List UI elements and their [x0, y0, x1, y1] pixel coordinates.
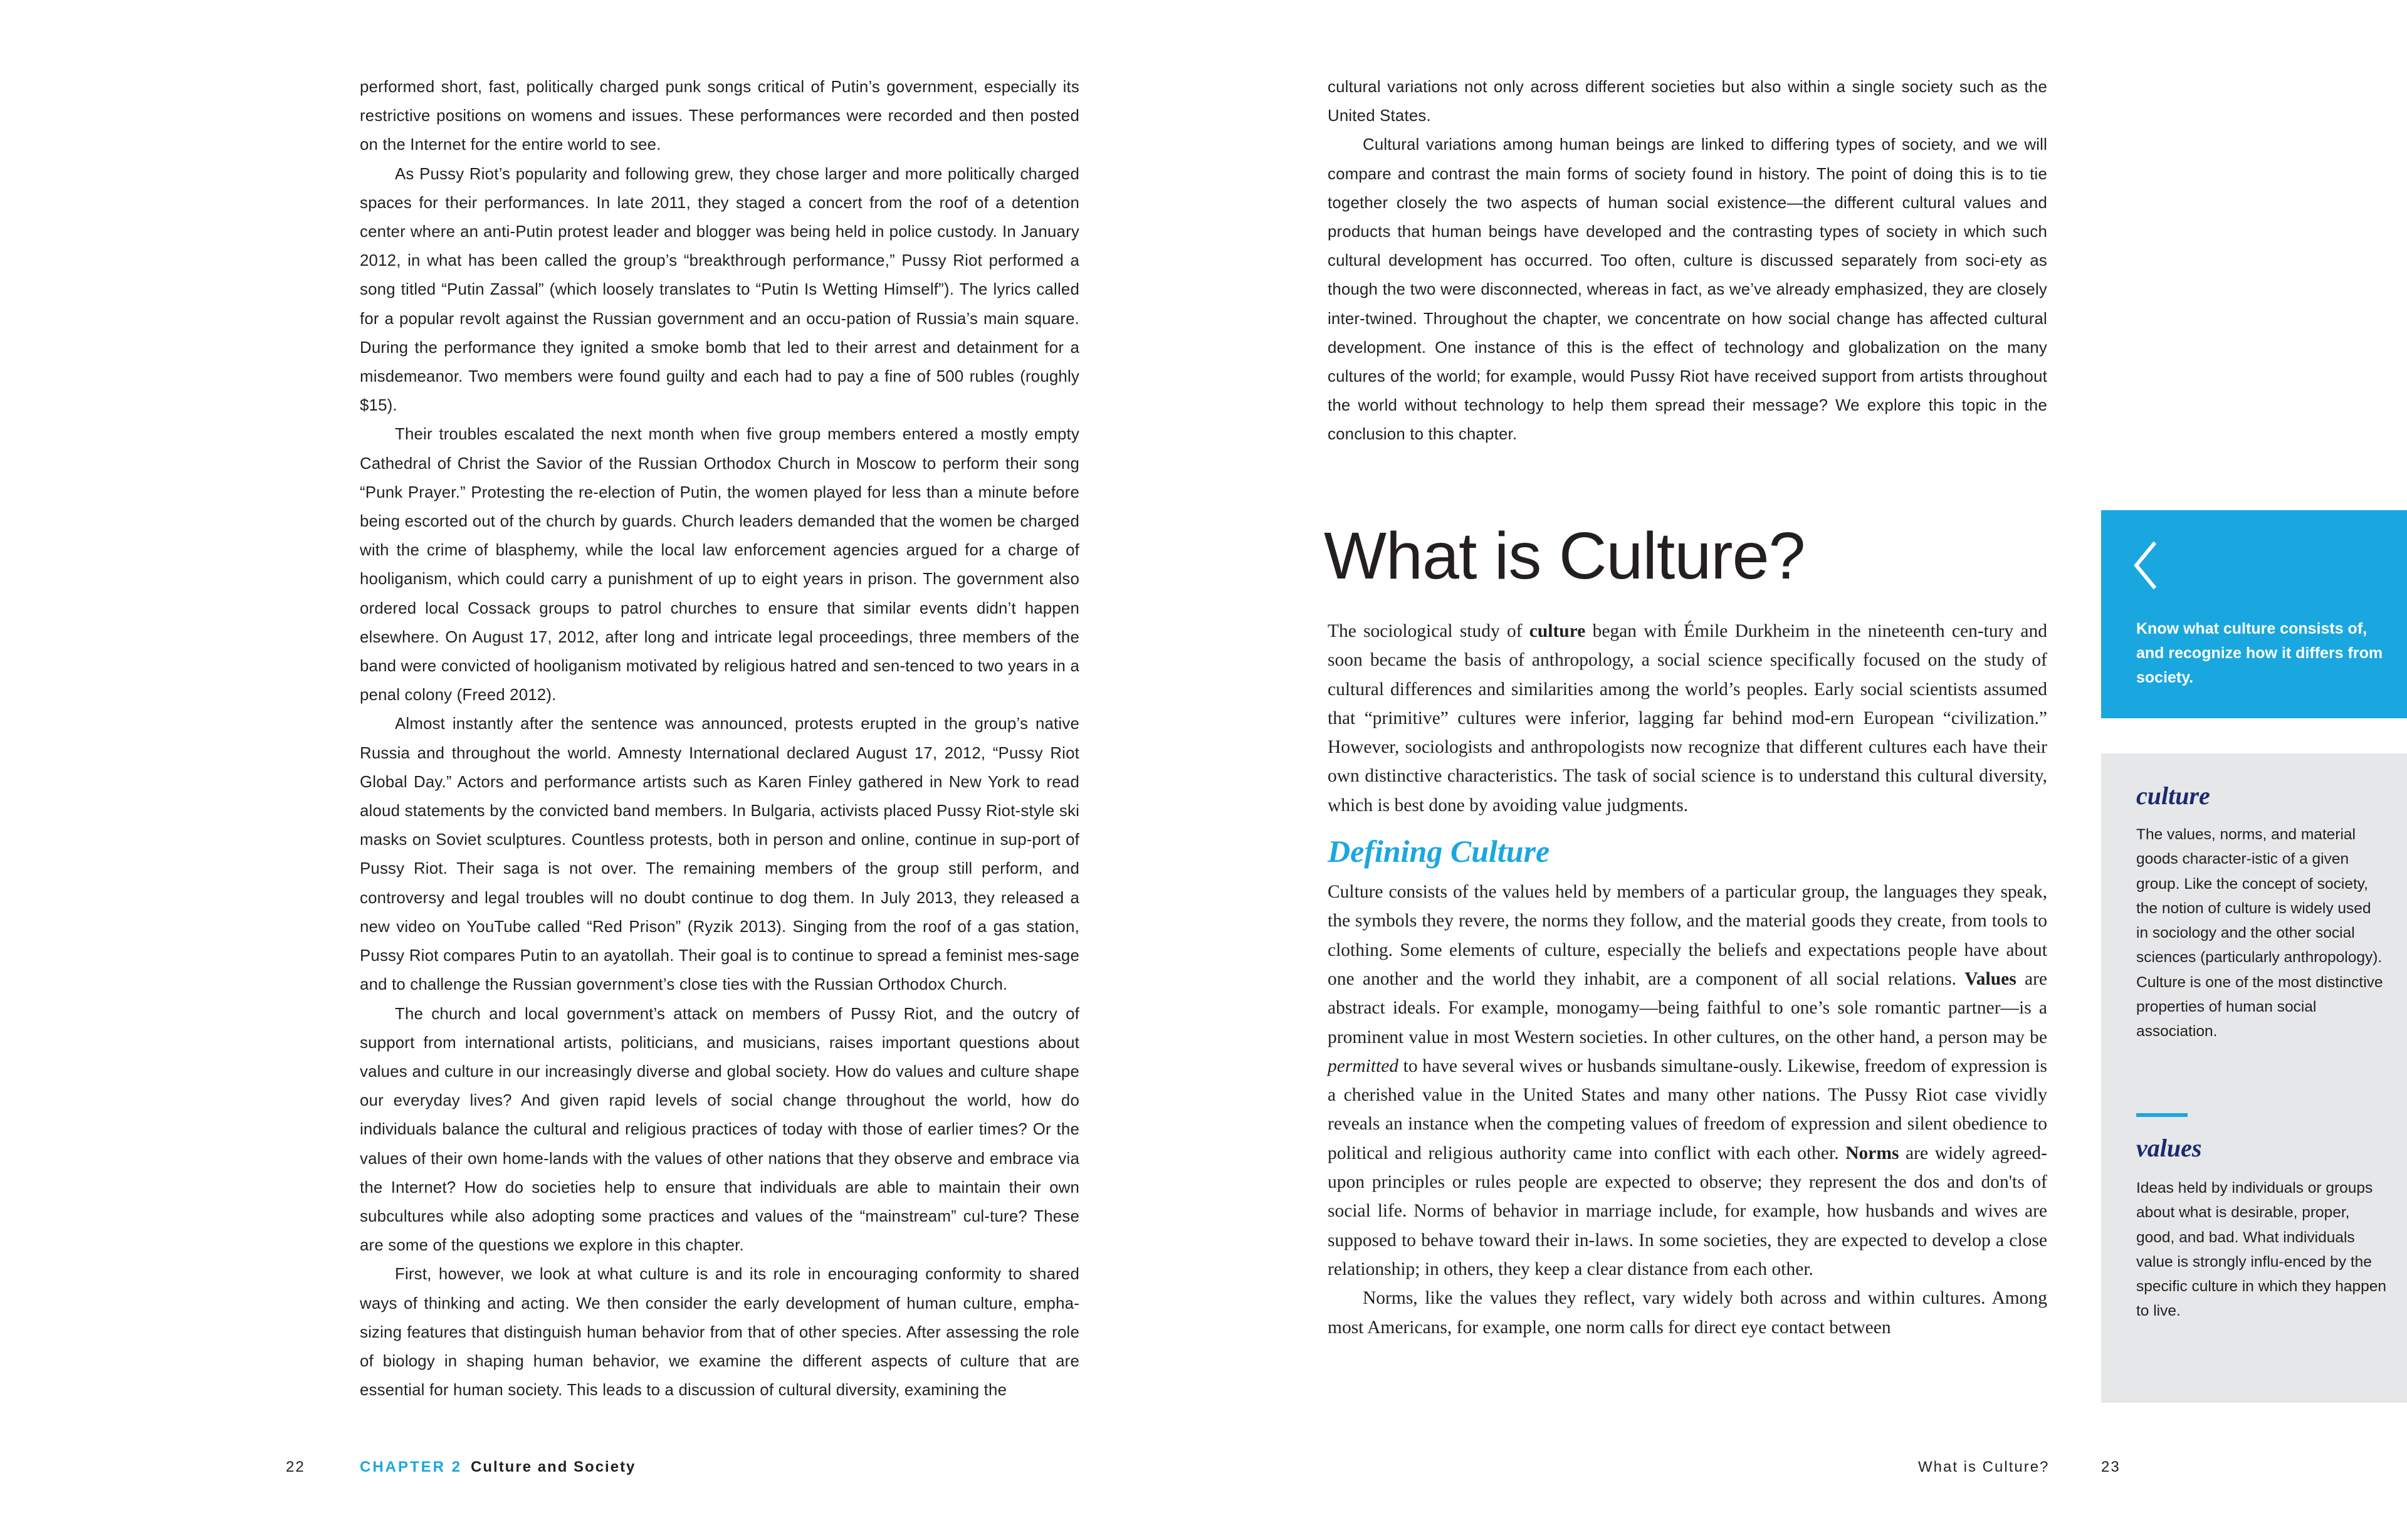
glossary-divider: [2136, 1113, 2188, 1117]
chapter-title: Culture and Society: [471, 1459, 636, 1475]
chevron-left-icon: [2132, 540, 2158, 590]
subheading-defining-culture: Defining Culture: [1328, 834, 1550, 869]
learning-objective-box: [2101, 510, 2407, 718]
right-page-intro-text: [1328, 73, 2047, 449]
body-paragraph: First, however, we look at what culture is and its role in encouraging conformity to shared ways of thinking and acting. We then consider the early development of human culture, empha-sizing features that distinguish human behavior from that of other species. After assessing the role of biology in shaping human behavior, we examine the different aspects of culture that are essential for human society. This leads to a discussion of cultural diversity, examining the: [360, 1265, 1079, 1400]
body-paragraph: The church and local government’s attack on members of Pussy Riot, and the outcry of support from international artists, politicians, and musicians, raises important questions about values and culture in our increasingly diverse and global society. How do values and culture shape our everyday lives? And given rapid levels of social change throughout the world, how do individuals balance the cultural and religious practices of today with those of earlier times? Or the values of their own home-lands with the values of other nations that they observe and embrace via the Internet? How do societies help to ensure that individuals are able to maintain their own subcultures while also adopting some practices and values of the “mainstream” cul-ture? These are some of the questions we explore in this chapter.: [360, 1005, 1079, 1255]
body-paragraph: Cultural variations among human beings are linked to differing types of society, and we will compare and contrast the main forms of society found in history. The point of doing this is to tie together closely the two aspects of human social existence—the different cultural values and products that human beings have developed and the contrasting types of society in which such cultural development has occurred. Too often, culture is discussed separately from soci-ety as though the two were disconnected, whereas in fact, as we’ve already emphasized, they are closely inter-twined. Throughout the chapter, we concentrate on how social change has affected cultural development. One instance of this is the effect of technology and globalization on the many cultures of the world; for example, would Pussy Riot have received support from artists throughout the world without technology to help them spread their message? We explore this topic in the conclusion to this chapter.: [1328, 136, 2047, 444]
section-heading: What is Culture?: [1324, 519, 1805, 593]
body-paragraph: As Pussy Riot’s popularity and following grew, they chose larger and more politically charged spaces for their performances. In late 2011, they staged a concert from the roof of a detention center where an anti-Putin protest leader and blogger was being held in police custody. In January 2012, in what has been called the group’s “breakthrough performance,” Pussy Riot performed a song titled “Putin Zassal” (which loosely translates to “Putin Is Wetting Himself”). The lyrics called for a popular revolt against the Russian government and an occu-pation of Russia’s main square. During the performance they ignited a smoke bomb that led to their arrest and detainment for a misdemeanor. Two members were found guilty and each had to pay a fine of 500 rubles (roughly $15).: [360, 165, 1079, 415]
body-paragraph: cultural variations not only across different societies but also within a single society such as the United States.: [1328, 78, 2047, 125]
running-foot-left: [360, 1458, 636, 1477]
glossary-definition-values: Ideas held by individuals or groups about what is desirable, proper, good, and bad. What individuals value is strongly influ-enced by the specific culture in which they happen to live.: [2136, 1180, 2387, 1320]
left-page-text: [360, 73, 1079, 1405]
intro-text: began with Émile Durkheim in the nineteenth cen-tury and soon became the basis of anthropology, a social science specifically focused on the study of cultural differences and similarities among the world’s peoples. Early social scientists assumed that “primitive” cultures were inferior, lagging far behind mod-ern European “civilization.” However, sociologists and anthropologists now recognize that different cultures each have their own distinctive characteristics. The task of social science is to understand this cultural diversity, which is best done by avoiding value judgments.: [1328, 621, 2047, 815]
glossary-term-culture: culture: [2136, 782, 2210, 810]
key-term-values: Values: [1964, 968, 2016, 989]
left-page-number: 22: [286, 1459, 305, 1475]
body-text: are abstract ideals. For example, monogamy—being faithful to one’s sole romantic partner—is a prominent value in most Western societies. In other cultures, on the other hand, a person may be: [1328, 968, 2048, 1047]
body-text: are widely agreed-upon principles or rules people are expected to observe; they represent the dos and don'ts of social life. Norms of behavior in marriage include, for example, how husbands and wives are supposed to behave toward their in-laws. In some societies, they are expected to develop a close relationship; in others, they keep a clear distance from each other.: [1328, 1143, 2047, 1279]
key-term-culture: culture: [1529, 621, 1586, 641]
learning-objective-text: Know what culture consists of, and recognize how it differs from society.: [2136, 620, 2383, 686]
body-text: to have several wives or husbands simultane-ously. Likewise, freedom of expression is a cherished value in the United States and many other nations. The Pussy Riot case vividly reveals an instance when the competing values of freedom of expression and silent obedience to political and religious authority came into conflict with each other.: [1328, 1055, 2047, 1163]
glossary-term-values: values: [2136, 1134, 2202, 1162]
body-paragraph: Almost instantly after the sentence was announced, protests erupted in the group’s native Russia and throughout the world. Amnesty International declared August 17, 2012, “Pussy Riot Global Day.” Actors and performance artists such as Karen Finley gathered in New York to read aloud statements by the convicted band members. In Bulgaria, activists placed Pussy Riot-style ski masks on Soviet sculptures. Countless protests, both in person and online, continue in sup-port of Pussy Riot. Their saga is not over. The remaining members of the group still perform, and controversy and legal troubles will no doubt continue to dog them. In July 2013, they released a new video on YouTube called “Red Prison” (Ryzik 2013). Singing from the roof of a gas station, Pussy Riot compares Putin to an ayatollah. Their goal is to continue to spread a feminist mes-sage and to challenge the Russian government’s close ties with the Russian Orthodox Church.: [360, 715, 1079, 994]
body-paragraph: Their troubles escalated the next month when five group members entered a mostly empty Cathedral of Christ the Savior of the Russian Orthodox Church in Moscow to perform their song “Punk Prayer.” Protesting the re-election of Putin, the women played for less than a minute before being escorted out of the church by guards. Church leaders demanded that the women be charged with the crime of blasphemy, while the local law enforcement agencies argued for a charge of hooliganism, which could carry a punishment of up to eight years in prison. The government also ordered local Cossack groups to patrol churches to ensure that similar events didn’t happen elsewhere. On August 17, 2012, after long and intricate legal proceedings, three members of the band were convicted of hooliganism motivated by religious hatred and sen-tenced to two years in a penal colony (Freed 2012).: [360, 426, 1079, 705]
running-head-right: What is Culture?: [1918, 1459, 2050, 1475]
section-body: [1328, 617, 2047, 1342]
body-paragraph: [1328, 877, 2047, 1284]
body-paragraph: performed short, fast, politically charged punk songs critical of Putin’s government, especially its restrictive positions on womens and issues. These performances were recorded and then posted on the Internet for the entire world to see.: [360, 78, 1079, 154]
body-paragraph: Norms, like the values they reflect, vary widely both across and within cultures. Among most Americans, for example, one norm calls for direct eye contact between: [1328, 1288, 2047, 1338]
right-page-number: 23: [2101, 1459, 2121, 1475]
body-text: Culture consists of the values held by members of a particular group, the languages they speak, the symbols they revere, the norms they follow, and the material goods they create, from tools to clothing. Some elements of culture, especially the beliefs and expectations people have about one another and the world they inhabit, are a component of all social relations.: [1328, 882, 2047, 989]
chapter-label: CHAPTER 2: [360, 1459, 463, 1475]
intro-text: The sociological study of: [1328, 621, 1529, 641]
emphasis-permitted: permitted: [1328, 1055, 1399, 1076]
glossary-definition-culture: The values, norms, and material goods character-istic of a given group. Like the concept of society, the notion of culture is widely used in sociology and the other social sciences (particularly anthropology). Culture is one of the most distinctive properties of human social association.: [2136, 826, 2383, 1040]
intro-paragraph: [1328, 617, 2047, 820]
glossary-box: [2101, 753, 2407, 1403]
key-term-norms: Norms: [1845, 1143, 1899, 1163]
